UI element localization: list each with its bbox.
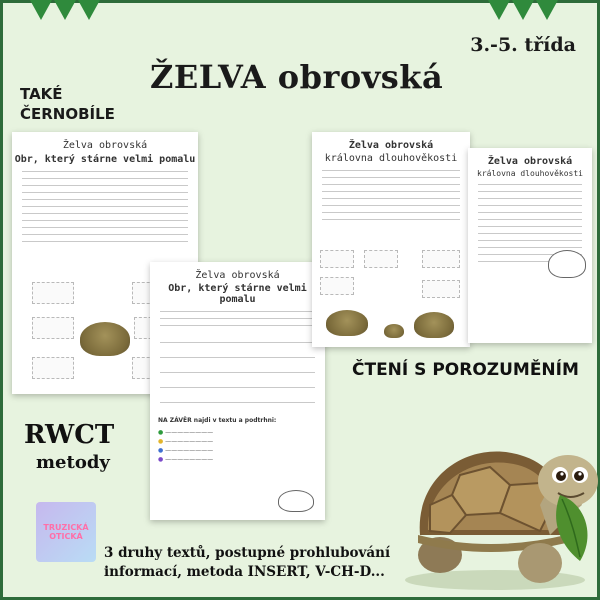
turtle-illustration: [326, 310, 368, 336]
worksheet-preview-3: [312, 132, 470, 347]
note-bubble: [32, 357, 74, 379]
description-text: 3 druhy textů, postupné prohlubování informací, metoda INSERT, V-CH-D...: [104, 545, 391, 580]
note-bubble: [422, 280, 460, 298]
sheet3-subheading: královna dlouhověkosti: [324, 153, 458, 164]
logo-text: TRUZICKÁ OTICKÁ: [43, 523, 89, 541]
decor-triangles-left: [30, 0, 102, 20]
sheet1-subheading: Obr, který stárne velmi pomalu: [14, 154, 196, 165]
sheet3-heading: Želva obrovská: [348, 140, 434, 151]
page-title: ŽELVA obrovská: [150, 58, 444, 96]
turtle-outline-illustration: [278, 490, 314, 512]
sheet2-section: NA ZÁVĚR najdi v textu a podtrhni:: [158, 417, 277, 424]
rwct-label: RWCT: [24, 420, 115, 450]
brand-logo: [36, 502, 96, 562]
also-bw-label: TAKÉ ČERNOBÍLE: [20, 85, 115, 123]
sheet1-heading: Želva obrovská: [62, 140, 148, 151]
methods-label: metody: [36, 452, 110, 473]
note-bubble: [32, 317, 74, 339]
note-bubble: [422, 250, 460, 268]
turtle-illustration: [414, 312, 454, 338]
turtle-illustration: [80, 322, 130, 356]
note-bubble: [320, 250, 354, 268]
note-bubble: [364, 250, 398, 268]
turtle-illustration-large: [400, 385, 600, 595]
sheet2-heading: Želva obrovská: [195, 270, 280, 281]
worksheet-preview-2: Želva obrovská Obr, který stárne velmi pomalu NA ZÁVĚR najdi v textu a podtrhni: ● ———————— ● ———————— ● ———————— ● ————————: [150, 262, 325, 520]
sheet4-subheading: královna dlouhověkosti: [477, 169, 583, 178]
grade-label: 3.-5. třída: [470, 34, 576, 56]
turtle-illustration: [384, 324, 404, 338]
turtle-outline-illustration: [548, 250, 586, 278]
note-bubble: [32, 282, 74, 304]
worksheet-preview-4: [468, 148, 592, 343]
sheet2-subheading: Obr, který stárne velmi pomalu: [168, 283, 307, 305]
note-bubble: [320, 277, 354, 295]
sheet4-heading: Želva obrovská: [487, 156, 573, 167]
reading-comprehension-label: ČTENÍ S POROZUMĚNÍM: [352, 360, 579, 380]
decor-triangles-right: [488, 0, 560, 20]
